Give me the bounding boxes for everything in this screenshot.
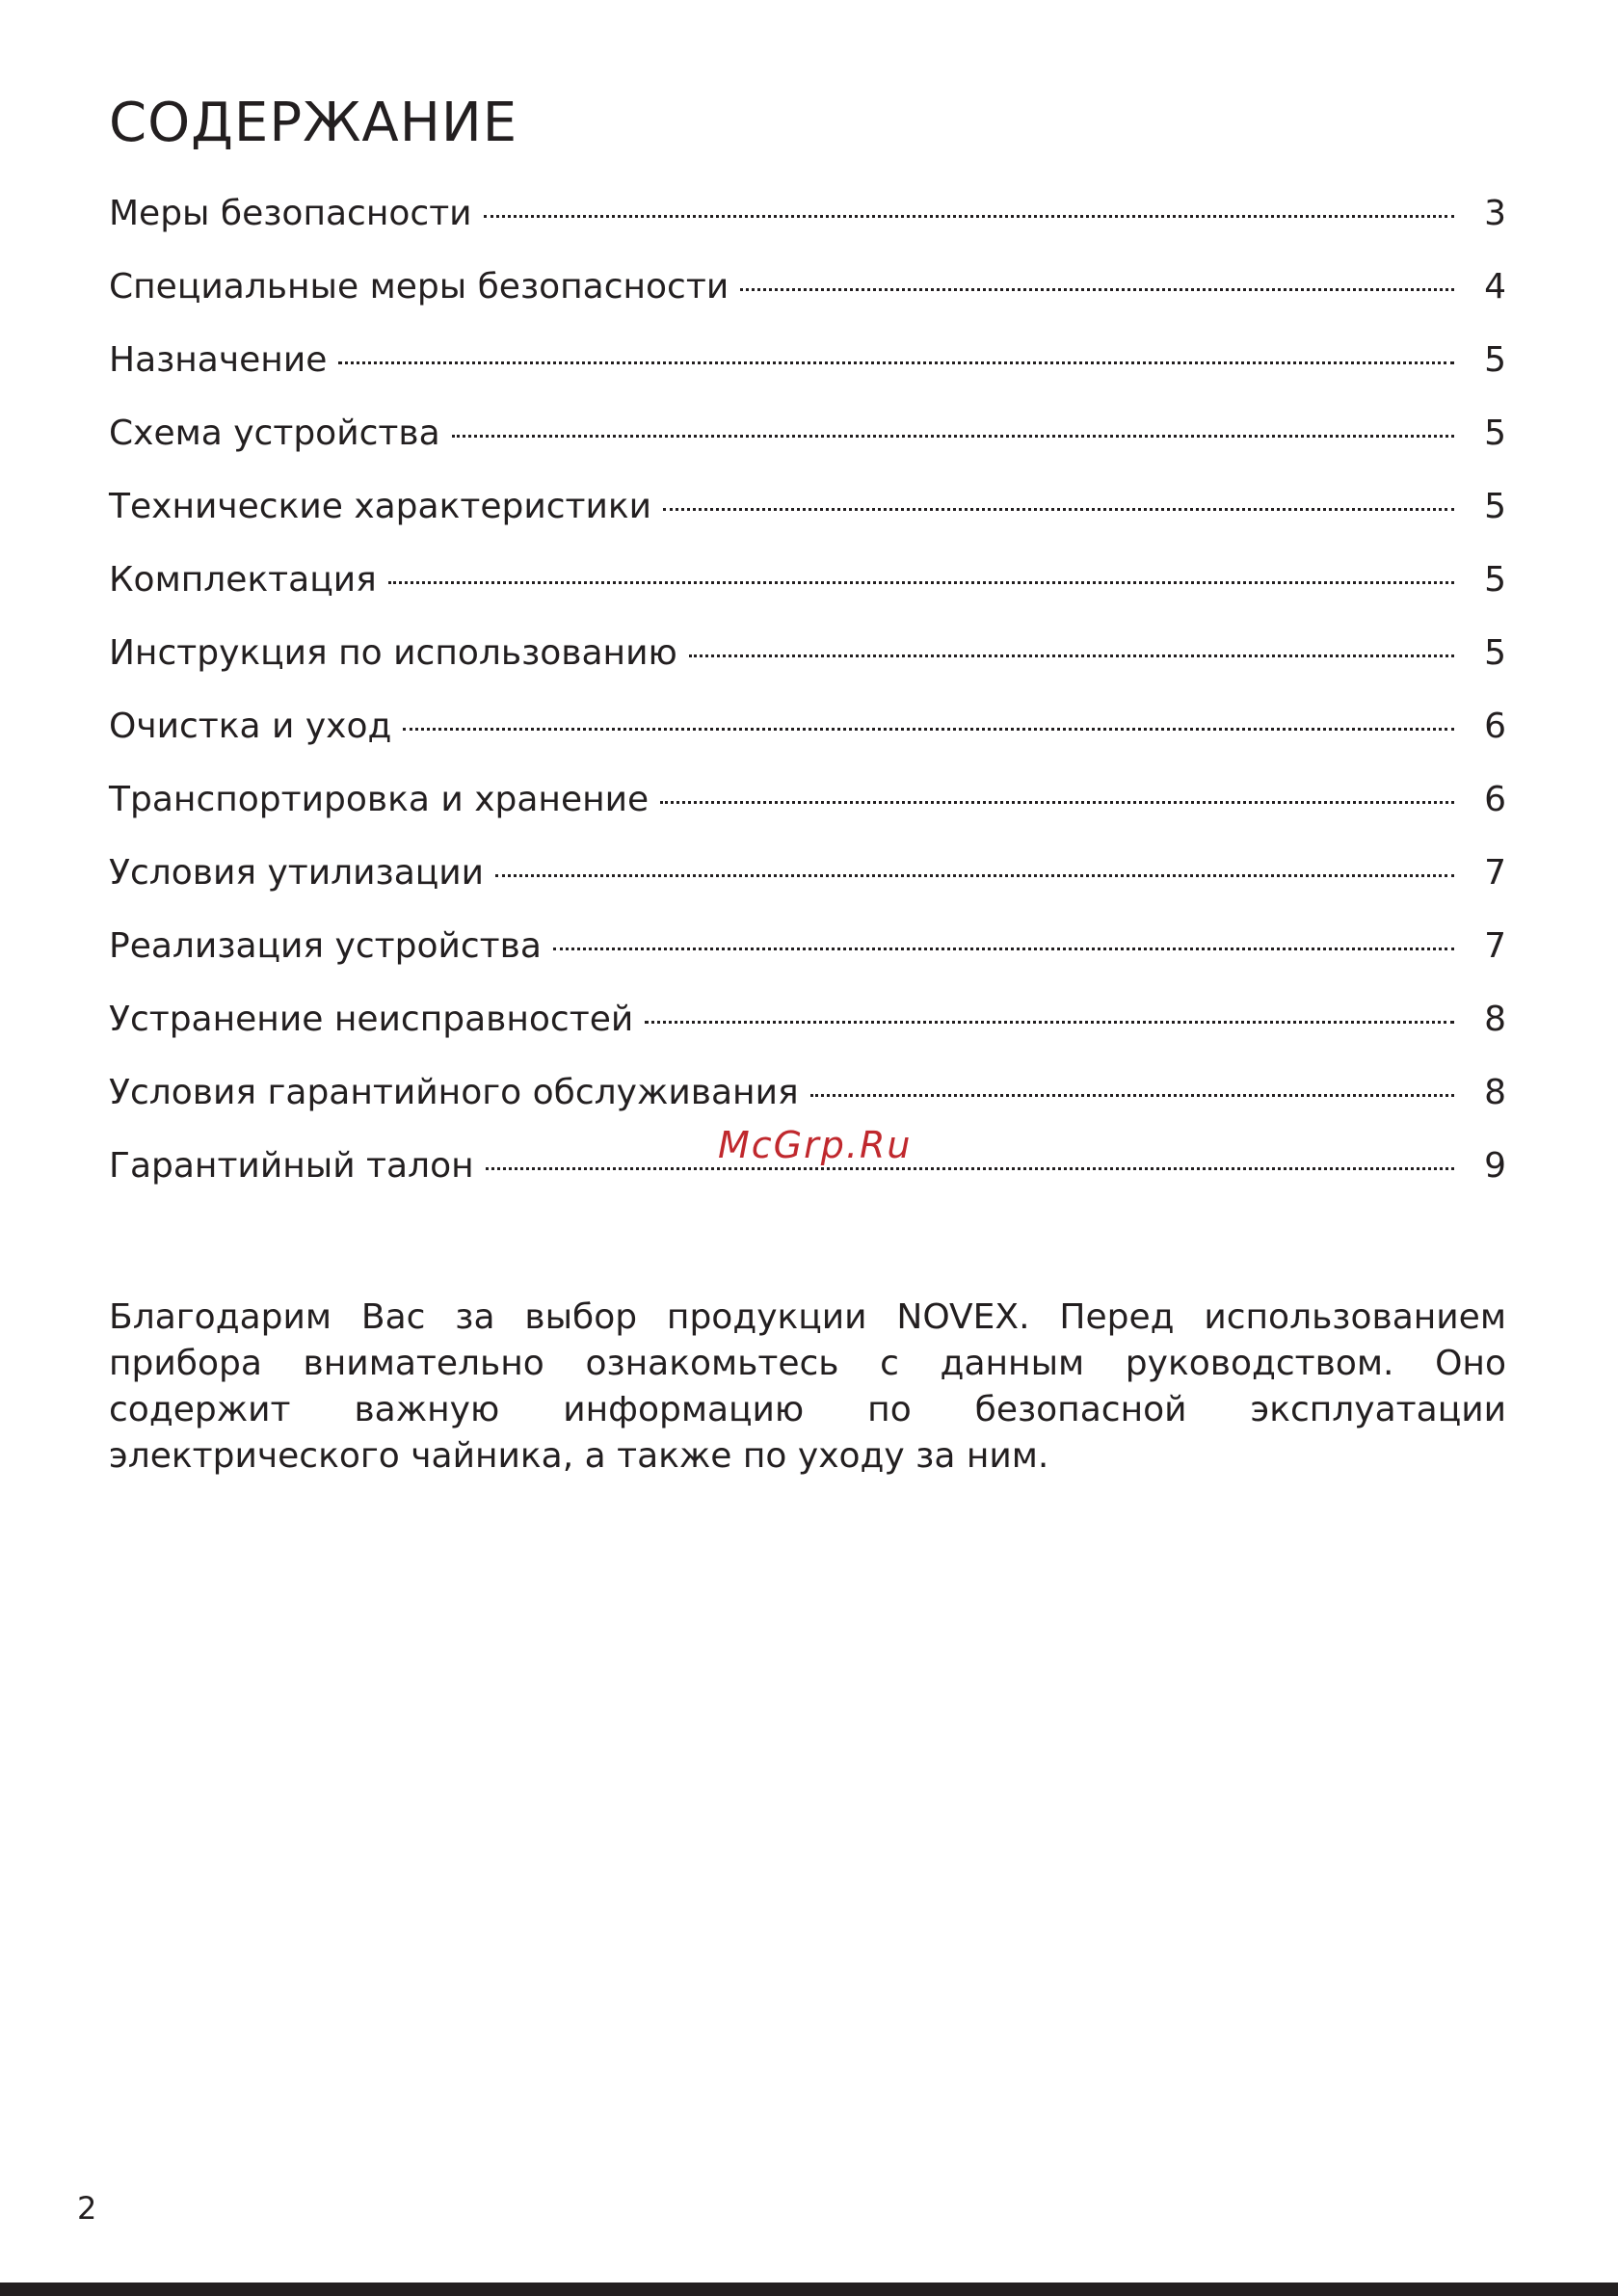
toc-leader-dots — [388, 581, 1454, 584]
toc-leader-dots — [663, 508, 1454, 511]
toc-item-page: 4 — [1484, 267, 1506, 307]
toc-leader-dots — [810, 1094, 1454, 1097]
toc-item-label: Реализация устройства — [109, 926, 542, 966]
toc-leader-dots — [484, 215, 1454, 218]
toc-item-label: Гарантийный талон — [109, 1146, 474, 1186]
toc-item[interactable] — [109, 408, 1506, 481]
toc-leader-dots — [486, 1167, 1454, 1170]
toc-leader-dots — [495, 874, 1454, 877]
toc-item[interactable] — [109, 994, 1506, 1067]
toc-item-page: 5 — [1484, 560, 1506, 600]
toc-item-label: Устранение неисправностей — [109, 1000, 634, 1039]
toc-item-page: 8 — [1484, 1073, 1506, 1112]
toc-item-page: 6 — [1484, 780, 1506, 819]
toc-leader-dots — [452, 435, 1454, 438]
toc-item-label: Транспортировка и хранение — [109, 780, 650, 819]
toc-item-page: 9 — [1484, 1146, 1506, 1186]
toc-item-label: Схема устройства — [109, 414, 440, 453]
toc-leader-dots — [403, 728, 1454, 731]
toc-item-label: Инструкция по использованию — [109, 633, 677, 673]
toc-item-page: 7 — [1484, 853, 1506, 893]
toc-item-label: Меры безопасности — [109, 194, 472, 233]
intro-paragraph: Благодарим Вас за выбор продукции NOVEX. Перед использованием прибора внимательно ознакомьтесь с данным руководством. Оно содержит важную информацию по безопасной эксплуатации электрического чайника, а также по уходу за ним. — [109, 1297, 1506, 1476]
toc-item[interactable] — [109, 334, 1506, 408]
toc-item[interactable] — [109, 701, 1506, 774]
toc-item[interactable] — [109, 188, 1506, 261]
toc-item-page: 5 — [1484, 340, 1506, 380]
toc-item-label: Назначение — [109, 340, 328, 380]
watermark: McGrp.Ru — [718, 1124, 913, 1166]
toc-item-label: Технические характеристики — [109, 487, 652, 526]
toc-item-page: 8 — [1484, 1000, 1506, 1039]
toc-item[interactable] — [109, 554, 1506, 627]
bottom-divider — [0, 2283, 1618, 2296]
toc-leader-dots — [645, 1021, 1454, 1024]
toc-leader-dots — [740, 288, 1454, 291]
toc-item[interactable] — [109, 921, 1506, 994]
toc-item-page: 7 — [1484, 926, 1506, 966]
toc-item-label: Условия утилизации — [109, 853, 485, 893]
toc-item-label: Специальные меры безопасности — [109, 267, 729, 307]
toc-item-page: 3 — [1484, 194, 1506, 233]
toc-leader-dots — [553, 948, 1454, 950]
toc-leader-dots — [660, 801, 1454, 804]
toc-item[interactable] — [109, 847, 1506, 921]
toc-item-page: 5 — [1484, 633, 1506, 673]
toc-item[interactable] — [109, 774, 1506, 847]
table-of-contents — [109, 188, 1506, 1214]
page-title: СОДЕРЖАНИЕ — [109, 92, 518, 154]
toc-item[interactable] — [109, 627, 1506, 701]
toc-leader-dots — [338, 361, 1454, 364]
toc-item-label: Очистка и уход — [109, 707, 392, 746]
toc-item[interactable] — [109, 261, 1506, 334]
toc-item-page: 5 — [1484, 487, 1506, 526]
toc-item-label: Условия гарантийного обслуживания — [109, 1073, 799, 1112]
toc-item-page: 6 — [1484, 707, 1506, 746]
toc-leader-dots — [689, 654, 1454, 657]
toc-item-page: 5 — [1484, 414, 1506, 453]
page-number: 2 — [77, 2190, 97, 2227]
toc-item[interactable] — [109, 481, 1506, 554]
toc-item-label: Комплектация — [109, 560, 377, 600]
